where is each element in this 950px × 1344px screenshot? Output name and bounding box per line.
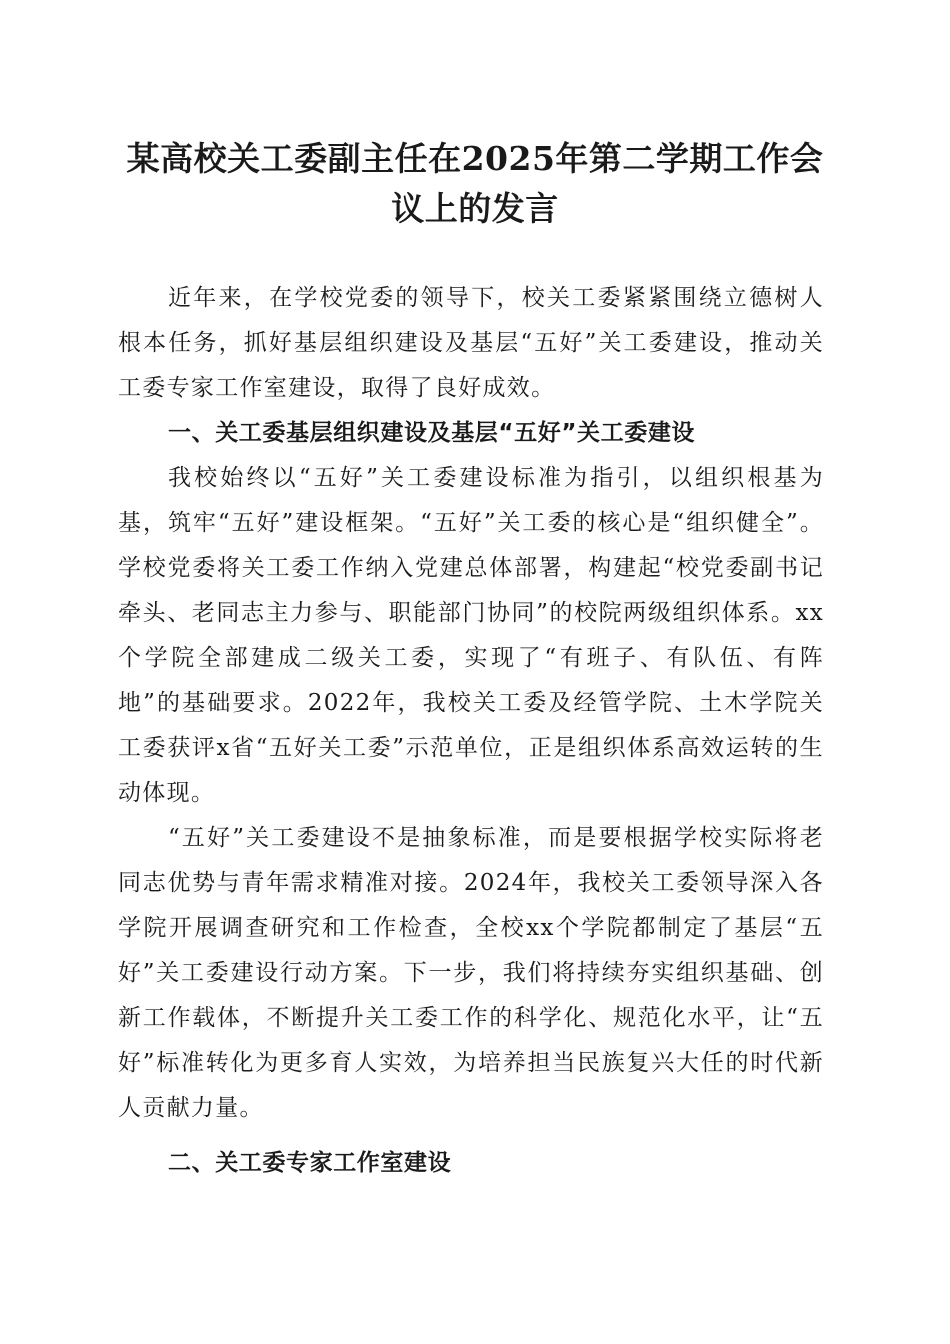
section-gap <box>118 1131 824 1141</box>
document-title: 某高校关工委副主任在2025年第二学期工作会议上的发言 <box>126 139 824 228</box>
document-body <box>118 276 824 1186</box>
section-1-heading: 一、关工委基层组织建设及基层“五好”关工委建设 <box>168 420 696 446</box>
section-1-paragraph-1: 我校始终以“五好”关工委建设标准为指引，以组织根基为基，筑牢“五好”建设框架。“五好”关工委的核心是“组织健全”。学校党委将关工委工作纳入党建总体部署，构建起“校党委副书记牵头、老同志主力参与、职能部门协同”的校院两级组织体系。xx个学院全部建成二级关工委，实现了“有班子、有队伍、有阵地”的基础要求。2022年，我校关工委及经管学院、土木学院关工委获评x省“五好关工委”示范单位，正是组织体系高效运转的生动体现。 <box>118 465 824 806</box>
section-2-heading: 二、关工委专家工作室建设 <box>168 1150 452 1176</box>
intro-paragraph: 近年来，在学校党委的领导下，校关工委紧紧围绕立德树人根本任务，抓好基层组织建设及基层“五好”关工委建设，推动关工委专家工作室建设，取得了良好成效。 <box>118 285 824 401</box>
section-1-paragraph-2: “五好”关工委建设不是抽象标准，而是要根据学校实际将老同志优势与青年需求精准对接。2024年，我校关工委领导深入各学院开展调查研究和工作检查，全校xx个学院都制定了基层“五好”关工委建设行动方案。下一步，我们将持续夯实组织基础、创新工作载体，不断提升关工委工作的科学化、规范化水平，让“五好”标准转化为更多育人实效，为培养担当民族复兴大任的时代新人贡献力量。 <box>118 825 824 1121</box>
